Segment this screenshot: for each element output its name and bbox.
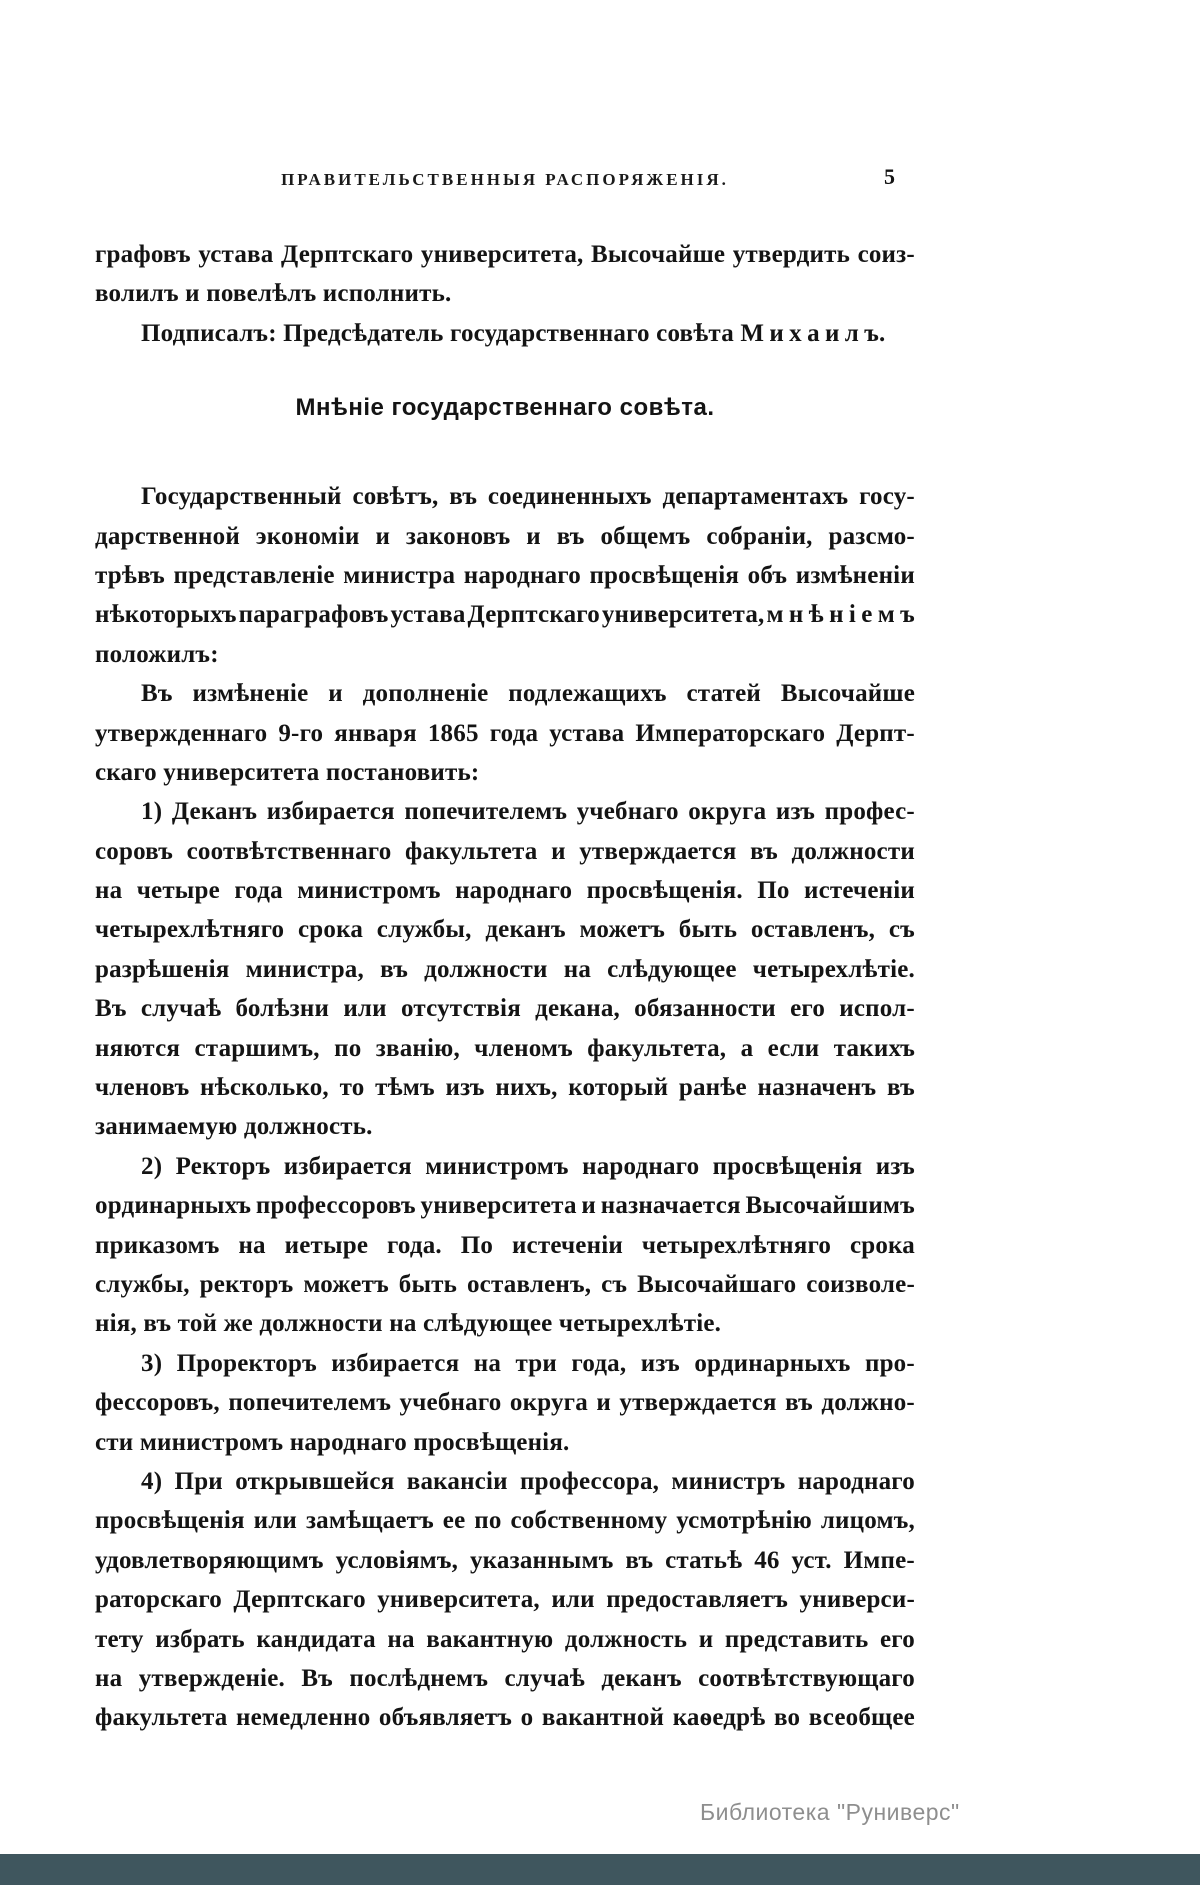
text-line: 4) При открывшейся вакансіи профессора, министръ народнаго — [141, 1467, 915, 1495]
text-line: Въ случаѣ болѣзни или отсутствія декана, обязанности его испол- — [95, 995, 915, 1023]
bottom-bar — [0, 1854, 1200, 1885]
text-line: занимаемую должность. — [95, 1113, 373, 1141]
paragraph — [95, 674, 915, 792]
page-number: 5 — [884, 164, 895, 189]
paragraph — [95, 792, 915, 1147]
paragraph — [95, 477, 915, 674]
text-line: тету избрать кандидата на вакантную должность и представить его — [95, 1625, 915, 1653]
text-line: разрѣшенія министра, въ должности на слѣдующее четырехлѣтіе. — [95, 955, 915, 983]
text-line: сти министромъ народнаго просвѣщенія. — [95, 1428, 570, 1456]
text-line: на четыре года министромъ народнаго просвѣщенія. По истеченіи — [95, 877, 915, 905]
text-line: скаго университета постановить: — [95, 758, 480, 786]
paragraph — [95, 235, 915, 314]
text-line: членовъ нѣсколько, то тѣмъ изъ нихъ, который ранѣе назначенъ въ — [95, 1074, 915, 1102]
text-line: утвержденнаго 9-го января 1865 года устава Императорскаго Дерпт- — [95, 719, 915, 747]
text-line: ординарныхъ профессоровъ университета и назначается Высочайшимъ — [95, 1192, 915, 1220]
running-title: ПРАВИТЕЛЬСТВЕННЫЯ РАСПОРЯЖЕНІЯ. — [281, 170, 729, 189]
text-line: просвѣщенія или замѣщаетъ ее по собственному усмотрѣнію лицомъ, — [95, 1507, 915, 1535]
text-line: трѣвъ представленіе министра народнаго просвѣщенія объ измѣненіи — [95, 561, 915, 589]
text-line: службы, ректоръ можетъ быть оставленъ, съ Высочайшаго соизволе- — [95, 1270, 915, 1298]
text-line: няются старшимъ, по званію, членомъ факультета, а если такихъ — [95, 1034, 915, 1062]
section-heading: Мнѣніе государственнаго совѣта. — [295, 394, 715, 422]
text-line: удовлетворяющимъ условіямъ, указаннымъ въ статьѣ 46 уст. Импе- — [95, 1546, 915, 1574]
text-line: дарственной экономіи и законовъ и въ общемъ собраніи, разсмо- — [95, 522, 915, 550]
text-line: фессоровъ, попечителемъ учебнаго округа и утверждается въ должно- — [95, 1389, 915, 1417]
text-line: факультета немедленно объявляетъ о вакантной каѳедрѣ во всеобщее — [95, 1704, 915, 1732]
paragraph — [95, 1462, 915, 1738]
text-line: Государственный совѣтъ, въ соединенныхъ департаментахъ госу- — [141, 483, 915, 511]
watermark-text: Библиотека "Руниверс" — [700, 1799, 960, 1825]
text-line: четырехлѣтняго срока службы, деканъ можетъ быть оставленъ, съ — [95, 916, 915, 944]
text-line: 1) Деканъ избирается попечителемъ учебнаго округа изъ профес- — [141, 798, 915, 826]
text-line: 3) Проректоръ избирается на три года, изъ ординарныхъ про- — [141, 1349, 915, 1377]
paragraph — [95, 1147, 915, 1344]
text-line: положилъ: — [95, 640, 219, 668]
text-line: раторскаго Дерптскаго университета, или предоставляетъ универси- — [95, 1586, 915, 1614]
text-line: нія, въ той же должности на слѣдующее четырехлѣтіе. — [95, 1310, 722, 1338]
document-body — [95, 235, 915, 1738]
text-line: соровъ соотвѣтственнаго факультета и утверждается въ должности — [95, 837, 915, 865]
text-line: Подписалъ: Предсѣдатель государственнаго совѣта М и х а и л ъ. — [141, 319, 886, 347]
paragraph — [95, 1344, 915, 1462]
text-line: на утвержденіе. Въ послѣднемъ случаѣ деканъ соотвѣтствующаго — [95, 1664, 915, 1692]
text-line: волилъ и повелѣлъ исполнить. — [95, 280, 452, 308]
text-line: графовъ устава Дерптскаго университета, Высочайше утвердить соиз- — [95, 241, 915, 268]
text-line: нѣкоторыхъ параграфовъ устава Дерптскаго университета, м н ѣ н і е м ъ — [95, 601, 915, 629]
text-line: Въ измѣненіе и дополненіе подлежащихъ статей Высочайше — [141, 680, 915, 708]
text-line: 2) Ректоръ избирается министромъ народнаго просвѣщенія изъ — [141, 1152, 915, 1180]
text-line: приказомъ на иетыре года. По истеченіи четырехлѣтняго срока — [95, 1231, 915, 1259]
paragraph — [95, 314, 915, 353]
